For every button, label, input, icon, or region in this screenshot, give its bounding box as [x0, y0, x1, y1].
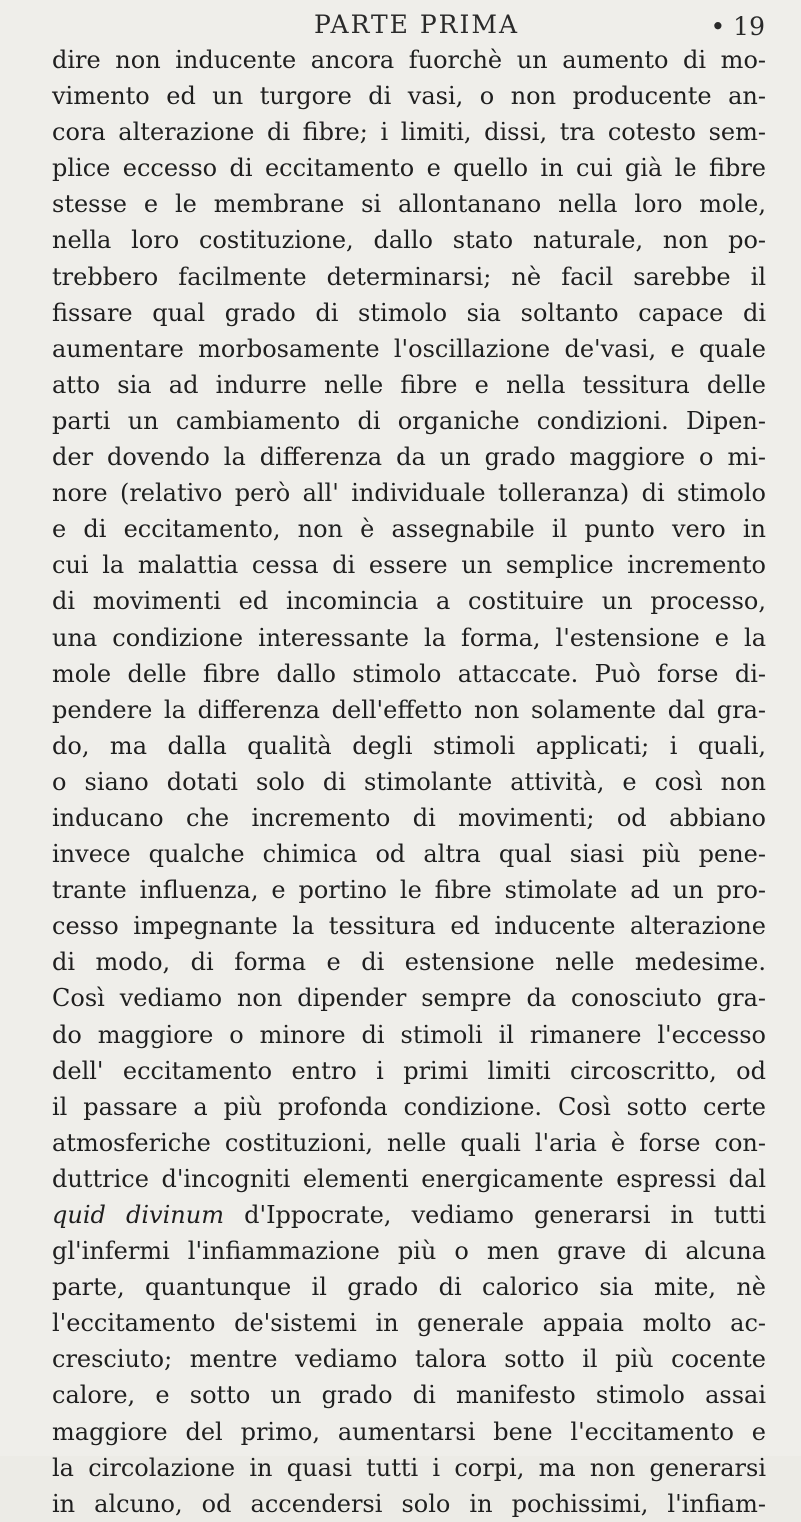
text-line-9: aumentare morbosamente l'oscillazione de'vasi, e quale	[52, 334, 766, 363]
text-line-21: o siano dotati solo di stimolante attività, e così non	[52, 767, 766, 796]
text-line-34: gl'infermi l'infiammazione più o men grave di alcuna	[52, 1237, 766, 1266]
text-line-14: e di eccitamento, non è assegnabile il punto vero in	[52, 515, 766, 544]
text-line-3: cora alterazione di fibre; i limiti, dissi, tra cotesto sem-	[52, 118, 766, 147]
page-number: • 19	[710, 12, 765, 41]
text-line-31: atmosferiche costituzioni, nelle quali l'aria è forse con-	[52, 1128, 766, 1157]
text-line-1: dire non inducente ancora fuorchè un aumento di mo-	[52, 46, 766, 74]
text-line-6: nella loro costituzione, dallo stato naturale, non po-	[52, 226, 766, 255]
text-line-12: der dovendo la differenza da un grado maggiore o mi-	[52, 443, 766, 472]
text-line-23: invece qualche chimica od altra qual siasi più pene-	[52, 840, 766, 869]
text-line-38: calore, e sotto un grado di manifesto stimolo assai	[52, 1381, 766, 1410]
text-line-19: pendere la differenza dell'effetto non solamente dal gra-	[52, 695, 766, 724]
text-line-33	[52, 1197, 766, 1233]
text-line-37: cresciuto; mentre vediamo talora sotto il più cocente	[52, 1345, 766, 1374]
text-line-24: trante influenza, e portino le fibre stimolate ad un pro-	[52, 876, 766, 905]
text-line-10: atto sia ad indurre nelle fibre e nella tessitura delle	[52, 370, 766, 399]
text-line-28: do maggiore o minore di stimoli il rimanere l'eccesso	[52, 1020, 766, 1049]
text-line-41: in alcuno, od accendersi solo in pochissimi, l'infiam-	[52, 1489, 766, 1518]
text-line-2: vimento ed un turgore di vasi, o non producente an-	[52, 82, 766, 111]
text-line-7: trebbero facilmente determinarsi; nè facil sarebbe il	[52, 262, 766, 291]
body-text	[52, 42, 766, 1522]
text-line-15: cui la malattia cessa di essere un semplice incremento	[52, 551, 766, 580]
text-line-20: do, ma dalla qualità degli stimoli applicati; i quali,	[52, 731, 766, 760]
text-line-5: stesse e le membrane si allontanano nella loro mole,	[52, 190, 766, 219]
text-line-32: duttrice d'incogniti elementi energicamente espressi dal	[52, 1164, 766, 1193]
text-line-16: di movimenti ed incomincia a costituire un processo,	[52, 587, 766, 616]
text-line-40: la circolazione in quasi tutti i corpi, ma non generarsi	[52, 1453, 766, 1482]
text-line-26: di modo, di forma e di estensione nelle medesime.	[52, 948, 766, 977]
text-line-22: inducano che incremento di movimenti; od abbiano	[52, 803, 766, 832]
running-head-title: PARTE PRIMA	[314, 10, 520, 39]
text-line-35: parte, quantunque il grado di calorico sia mite, nè	[52, 1273, 766, 1302]
text-line-17: una condizione interessante la forma, l'estensione e la	[52, 623, 766, 652]
text-line-11: parti un cambiamento di organiche condizioni. Dipen-	[52, 406, 766, 435]
italic-phrase: quid divinum	[52, 1201, 224, 1229]
text-line-36: l'eccitamento de'sistemi in generale appaia molto ac-	[52, 1309, 766, 1338]
text-line-8: fissare qual grado di stimolo sia soltanto capace di	[52, 298, 766, 327]
text-line-29: dell' eccitamento entro i primi limiti circoscritto, od	[52, 1056, 766, 1085]
text-line-13: nore (relativo però all' individuale tolleranza) di stimolo	[52, 479, 766, 508]
text-line-33-rest: d'Ippocrate, vediamo generarsi in tutti	[244, 1201, 766, 1229]
text-line-30: il passare a più profonda condizione. Così sotto certe	[52, 1092, 766, 1121]
text-line-4: plice eccesso di eccitamento e quello in cui già le fibre	[52, 154, 766, 183]
text-line-25: cesso impegnante la tessitura ed inducente alterazione	[52, 912, 766, 941]
text-line-27: Così vediamo non dipender sempre da conosciuto gra-	[52, 984, 766, 1013]
text-line-18: mole delle fibre dallo stimolo attaccate. Può forse di-	[52, 659, 766, 688]
text-line-39: maggiore del primo, aumentarsi bene l'eccitamento e	[52, 1417, 766, 1446]
